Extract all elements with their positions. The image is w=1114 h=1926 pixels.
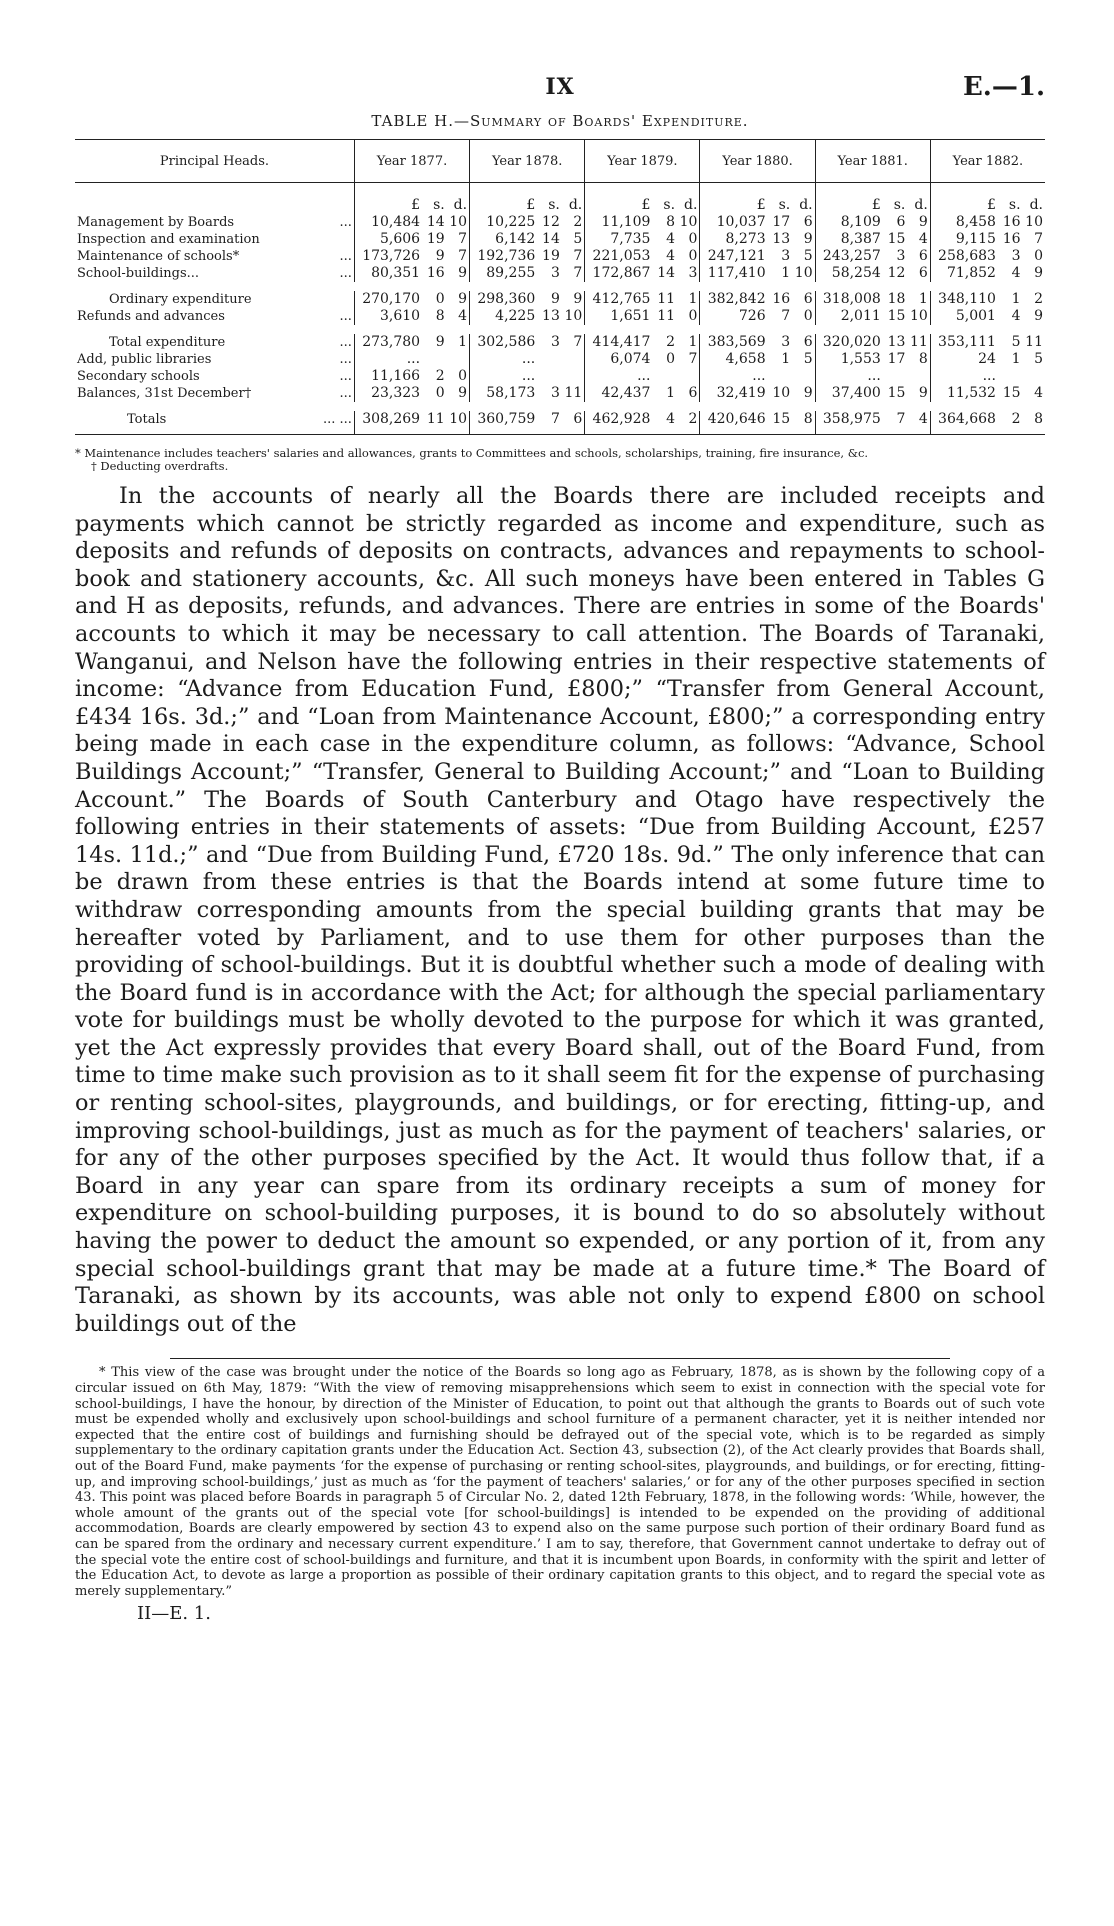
spacer-cell (75, 282, 1045, 291)
cell-pounds: 247,121 (700, 248, 768, 265)
cell-shillings: 2 (435, 368, 445, 384)
cell-pounds: 353,111 (930, 334, 998, 351)
spacer-cell (75, 402, 1045, 411)
cell-pence: 6 (803, 214, 813, 230)
row-label: Add, public libraries (77, 352, 212, 367)
cell-shillings: 15 (1002, 385, 1021, 401)
row-label-cell (75, 214, 354, 231)
table-header-row (75, 140, 1045, 183)
cell-pence: 7 (688, 351, 698, 367)
cell-pounds: 4,658 (700, 351, 768, 368)
cell-pounds: 243,257 (815, 248, 883, 265)
cell-pounds: ... (700, 368, 768, 385)
cell-shillings: 4 (666, 231, 676, 247)
cell-pence: 7 (573, 265, 583, 281)
cell-shillings: 3 (1011, 248, 1021, 264)
table-row (75, 248, 1045, 265)
cell-shillings: 6 (896, 214, 906, 230)
cell-pounds: 1,651 (585, 308, 653, 325)
cell-pence: 3 (688, 265, 698, 281)
cell-pence: 11 (909, 334, 928, 350)
header-year: Year 1881. (815, 140, 930, 183)
signature-mark: II—E. 1. (137, 1603, 211, 1625)
cell-pence: 1 (688, 334, 698, 350)
row-spacer (75, 402, 1045, 411)
cell-pence: 0 (803, 308, 813, 324)
cell-pence: 2 (677, 411, 700, 435)
cell-pence: 0 (688, 308, 698, 324)
cell-pence: 8 (792, 411, 815, 435)
cell-pounds: 24 (930, 351, 998, 368)
table-row (75, 231, 1045, 248)
cell-shillings: 16 (1002, 231, 1021, 247)
cell-shillings: 8 (435, 308, 445, 324)
expenditure-table (75, 139, 1045, 435)
cell-shillings: 7 (781, 308, 791, 324)
cell-pounds: 37,400 (815, 385, 883, 402)
row-leader: ... (339, 249, 352, 264)
cell-shillings: 4 (666, 248, 676, 264)
cell-pounds: 726 (700, 308, 768, 325)
cell-shillings: 11 (657, 291, 676, 307)
cell-pence: 2 (1034, 291, 1043, 307)
cell-shillings (537, 368, 562, 385)
cell-shillings: 19 (426, 231, 445, 247)
spacer-cell (75, 325, 1045, 334)
cell-pence: 6 (803, 291, 813, 307)
cell-pence (792, 368, 815, 385)
cell-pounds: 6,142 (470, 231, 538, 248)
table-row (75, 351, 1045, 368)
row-label: Balances, 31st December† (77, 386, 252, 401)
cell-pence: 0 (688, 248, 698, 264)
row-label: Ordinary expenditure (109, 292, 252, 307)
cell-pounds: 32,419 (700, 385, 768, 402)
cell-pence: 7 (573, 334, 583, 350)
cell-pence: 9 (918, 385, 928, 401)
cell-shillings: 9 (435, 248, 445, 264)
cell-shillings: 3 (550, 385, 560, 401)
cell-pence: 9 (458, 385, 468, 401)
row-leader: ... (339, 335, 352, 350)
table-row (75, 385, 1045, 402)
cell-pounds: 5,606 (354, 231, 422, 248)
cell-pence: 6 (918, 265, 928, 281)
cell-shillings: 16 (1002, 214, 1021, 230)
cell-pounds: 42,437 (585, 385, 653, 402)
cell-pence (1023, 368, 1045, 385)
cell-pence: 5 (803, 248, 813, 264)
cell-pence: 4 (918, 231, 928, 247)
cell-pence: 10 (564, 308, 583, 324)
cell-shillings: 2 (666, 334, 676, 350)
cell-pence: 8 (918, 351, 928, 367)
cell-pence: 6 (918, 248, 928, 264)
cell-pence: 9 (573, 291, 583, 307)
cell-pounds: 382,842 (700, 291, 768, 308)
cell-pounds: 8,273 (700, 231, 768, 248)
cell-pounds: 117,410 (700, 265, 768, 282)
cell-shillings: 15 (887, 385, 906, 401)
cell-pence: 10 (1025, 214, 1043, 230)
cell-pounds: ... (585, 368, 653, 385)
cell-pence (562, 368, 585, 385)
row-label-cell (75, 248, 354, 265)
cell-shillings: 12 (887, 265, 906, 281)
cell-pence: 9 (1034, 308, 1043, 324)
cell-pence: 0 (1034, 248, 1043, 264)
cell-shillings (768, 368, 793, 385)
cell-pence: 10 (794, 265, 813, 281)
cell-pounds: 58,254 (815, 265, 883, 282)
cell-pounds: 4,225 (470, 308, 538, 325)
cell-pence (677, 368, 700, 385)
table-row (75, 291, 1045, 308)
row-label-cell (75, 351, 354, 368)
row-label-cell (75, 334, 354, 351)
cell-pence: 9 (803, 385, 813, 401)
unit-label: £ (585, 183, 653, 215)
cell-pounds: 8,109 (815, 214, 883, 231)
header-principal-heads: Principal Heads. (75, 140, 354, 183)
table-note: * Maintenance includes teachers' salaries and allowances, grants to Committees and schools, scholarships, training, fire insurance, &c. (75, 446, 869, 460)
row-label: Totals (127, 412, 167, 427)
cell-shillings: 16 (426, 265, 445, 281)
row-label-cell (75, 411, 354, 435)
cell-pounds: 10,037 (700, 214, 768, 231)
row-label: Total expenditure (109, 335, 226, 350)
unit-label: s. (893, 197, 906, 213)
page (75, 0, 1045, 1624)
cell-pence: 9 (458, 291, 468, 307)
footnote-rule (170, 1358, 950, 1359)
row-label: Maintenance of schools* (77, 249, 240, 264)
cell-pounds: 273,780 (354, 334, 422, 351)
cell-shillings: 15 (887, 308, 906, 324)
units-row (75, 183, 1045, 215)
cell-shillings (537, 351, 562, 368)
table-row (75, 214, 1045, 231)
cell-shillings: 18 (887, 291, 906, 307)
cell-shillings: 3 (550, 334, 560, 350)
table-row (75, 265, 1045, 282)
cell-pounds: 172,867 (585, 265, 653, 282)
cell-pence: 9 (803, 231, 813, 247)
cell-shillings: 9 (435, 334, 445, 350)
row-spacer (75, 325, 1045, 334)
body-paragraph: In the accounts of nearly all the Boards there are included receipts and payments which cannot be strictly regarded as income and expenditure, such as deposits and refunds of deposits on contracts, advances and repayments to school-book and stationery accounts, &c. All such moneys have been entered in Tables G and H as deposits, refunds, and advances. There are entries in some of the Boards' accounts to which it may be necessary to call attention. The Boards of Taranaki, Wanganui, and Nelson have the following entries in their respective statements of income: “Advance from Education Fund, £800;” “Transfer from General Account, £434 16s. 3d.;” and “Loan from Maintenance Account, £800;” a corresponding entry being made in each case in the expenditure column, as follows: “Advance, School Buildings Account;” “Transfer, General to Building Account;” and “Loan to Building Account.” The Boards of South Canterbury and Otago have respectively the following entries in their statements of assets: “Due from Building Account, £257 14s. 11d.;” and “Due from Building Fund, £720 18s. 9d.” The only inference that can be drawn from these entries is that the Boards intend at some future time to withdraw corresponding amounts from the special building grants that may be hereafter voted by Parliament, and to use them for other purposes than the providing of school-buildings. But it is doubtful whether such a mode of dealing with the Board fund is in accordance with the Act; for although the special parliamentary vote for buildings must be wholly devoted to the purpose for which it was granted, yet the Act expressly provides that every Board shall, out of the Board Fund, from time to time make such provision as to it shall seem fit for the expense of purchasing or renting school-sites, playgrounds, and buildings, or for erecting, fitting-up, and improving school-buildings, just as much as for the payment of teachers' salaries, or for any of the other purposes specified by the Act. It would thus follow that, if a Board in any year can spare from its ordinary receipts a sum of money for expenditure on school-building purposes, it is bound to do so absolutely without having the power to deduct the amount so expended, or any portion of it, from any special school-buildings grant that may be made at a future time.* The Board of Taranaki, as shown by its accounts, was able not only to expend £800 on school buildings out of the (75, 483, 1045, 1337)
cell-shillings: 8 (666, 214, 676, 230)
unit-label: £ (700, 183, 768, 215)
row-label-cell (75, 231, 354, 248)
table-notes (75, 447, 1045, 473)
cell-pence: 10 (449, 214, 468, 230)
cell-pence: 11 (564, 385, 583, 401)
cell-shillings: 7 (883, 411, 908, 435)
cell-pence: 1 (458, 334, 468, 350)
row-leader: ... (339, 215, 352, 230)
cell-shillings: 17 (887, 351, 906, 367)
units-blank (75, 183, 354, 215)
cell-shillings: 3 (896, 248, 906, 264)
unit-label: £ (354, 183, 422, 215)
header-year: Year 1882. (930, 140, 1045, 183)
cell-pounds: 308,269 (354, 411, 422, 435)
row-label-cell (75, 265, 354, 282)
cell-pence: 10 (447, 411, 470, 435)
cell-shillings: 1 (1011, 291, 1021, 307)
cell-shillings: 17 (772, 214, 791, 230)
cell-pence: 0 (458, 368, 468, 384)
cell-shillings: 19 (542, 248, 560, 264)
cell-shillings: 1 (781, 351, 791, 367)
cell-pence: 4 (907, 411, 930, 435)
cell-shillings: 15 (768, 411, 793, 435)
footnote: * This view of the case was brought under the notice of the Boards so long ago as February, 1878, as is shown by the following copy of a circular issued on 6th May, 1879: “With the view of removing misapprehensions which seem to exist in connection with the special vote for school-buildings, I have the honour, by direction of the Minister of Education, to point out that although the grants to Boards out of such vote must be expended wholly and exclusively upon school-buildings and school furniture of a permanent character, yet it is neither intended nor expected that the entire cost of buildings and furnishing should be defrayed out of the special vote, which is to be regarded as simply supplementary to the ordinary capitation grants under the Education Act. Section 43, subsection (2), of the Act clearly provides that Boards shall, out of the Board Fund, make payments ‘for the expense of purchasing or renting school-sites, playgrounds, and buildings, or for erecting, fitting-up, and improving school-buildings,’ just as much as ‘for the payment of teachers' salaries,’ or for any of the other purposes specified in section 43. This point was placed before Boards in paragraph 5 of Circular No. 2, dated 12th February, 1878, in the following words: ‘While, however, the whole amount of the grants out of the special vote [for school-buildings] is intended to be expended on the providing of additional accommodation, Boards are clearly empowered by section 43 to expend also on the same purpose such portion of their ordinary Board fund as can be spared from the ordinary and necessary current expenditure.’ I am to say, therefore, that Government cannot undertake to defray out of the special vote the entire cost of school-buildings and furniture, and that it is incumbent upon Boards, in conformity with the spirit and letter of the Education Act, to devote as large a proportion as possible of their ordinary capitation grants to this object, and to regard the special vote as merely supplementary.” (75, 1365, 1045, 1599)
cell-pounds: 173,726 (354, 248, 422, 265)
cell-pounds: 89,255 (470, 265, 538, 282)
cell-shillings: 14 (426, 214, 445, 230)
cell-pounds: ... (815, 368, 883, 385)
unit-label: s. (663, 197, 676, 213)
cell-pence: 7 (458, 231, 468, 247)
cell-shillings: 4 (652, 411, 677, 435)
row-label-cell (75, 368, 354, 385)
cell-pounds: 192,736 (470, 248, 538, 265)
unit-label: d. (453, 197, 468, 213)
row-label: Inspection and examination (77, 232, 260, 247)
cell-pence: 9 (918, 214, 928, 230)
cell-shillings: 14 (657, 265, 676, 281)
cell-pence: 4 (458, 308, 468, 324)
unit-label: d. (799, 197, 813, 213)
cell-pence: 8 (1023, 411, 1045, 435)
cell-pounds: 11,109 (585, 214, 653, 231)
cell-shillings: 16 (772, 291, 791, 307)
cell-pounds: 414,417 (585, 334, 653, 351)
table-row (75, 308, 1045, 325)
cell-shillings: 2 (998, 411, 1023, 435)
row-leader: ... (339, 266, 352, 281)
unit-label: £ (815, 183, 883, 215)
cell-shillings: 0 (666, 351, 676, 367)
cell-pounds: 298,360 (470, 291, 538, 308)
cell-pounds: 10,225 (470, 214, 538, 231)
cell-shillings: 3 (781, 248, 791, 264)
cell-pounds: 11,532 (930, 385, 998, 402)
cell-pounds: 23,323 (354, 385, 422, 402)
cell-shillings (998, 368, 1023, 385)
table-caption-prefix: TABLE H.— (371, 112, 470, 130)
cell-shillings: 0 (435, 385, 445, 401)
cell-pounds: 71,852 (930, 265, 998, 282)
cell-pounds: 320,020 (815, 334, 883, 351)
cell-pence: 0 (688, 231, 698, 247)
cell-pounds: 258,683 (930, 248, 998, 265)
cell-shillings: 4 (1011, 308, 1021, 324)
cell-pounds: 348,110 (930, 291, 998, 308)
table-row (75, 334, 1045, 351)
header-year: Year 1877. (354, 140, 469, 183)
cell-shillings: 0 (435, 291, 445, 307)
cell-pounds: 2,011 (815, 308, 883, 325)
cell-pounds: ... (470, 368, 538, 385)
cell-shillings: 1 (781, 265, 791, 281)
cell-shillings: 15 (887, 231, 906, 247)
cell-pence: 9 (458, 265, 468, 281)
unit-label: £ (930, 183, 998, 215)
row-label-cell (75, 308, 354, 325)
header-year: Year 1879. (585, 140, 700, 183)
cell-pounds: ... (930, 368, 998, 385)
cell-pounds: 9,115 (930, 231, 998, 248)
cell-pence: 1 (918, 291, 928, 307)
unit-label: d. (684, 197, 698, 213)
cell-pounds: 412,765 (585, 291, 653, 308)
unit-label: s. (548, 197, 560, 213)
cell-pence: 7 (573, 248, 583, 264)
cell-pounds: 8,387 (815, 231, 883, 248)
header-year: Year 1878. (470, 140, 585, 183)
row-label: Refunds and advances (77, 309, 225, 324)
cell-pounds: 318,008 (815, 291, 883, 308)
cell-pounds: 58,173 (470, 385, 538, 402)
cell-shillings: 3 (550, 265, 560, 281)
unit-label: s. (433, 197, 445, 213)
cell-pence (907, 368, 930, 385)
cell-pence: 10 (679, 214, 698, 230)
cell-shillings: 7 (537, 411, 562, 435)
cell-pounds: 1,553 (815, 351, 883, 368)
table-note: † Deducting overdrafts. (91, 459, 229, 473)
cell-shillings: 13 (772, 231, 791, 247)
row-label: Management by Boards (77, 215, 235, 230)
cell-pence: 5 (573, 231, 583, 247)
cell-pence (447, 351, 470, 368)
cell-pence: 5 (803, 351, 813, 367)
row-spacer (75, 282, 1045, 291)
table-caption (75, 112, 1045, 130)
cell-pence: 2 (573, 214, 583, 230)
document-code: E.—1. (962, 72, 1045, 102)
cell-pounds: 383,569 (700, 334, 768, 351)
row-leader: ... (339, 309, 352, 324)
cell-shillings: 10 (772, 385, 791, 401)
cell-pence: 7 (1034, 231, 1043, 247)
cell-shillings: 3 (781, 334, 791, 350)
cell-pounds: 364,668 (930, 411, 998, 435)
cell-shillings: 13 (887, 334, 906, 350)
cell-shillings: 9 (550, 291, 560, 307)
cell-shillings: 13 (542, 308, 560, 324)
unit-label: s. (778, 197, 791, 213)
cell-pounds: 5,001 (930, 308, 998, 325)
cell-pounds: 7,735 (585, 231, 653, 248)
row-leader: ... (339, 352, 352, 367)
cell-pounds: 6,074 (585, 351, 653, 368)
cell-pence: 1 (688, 291, 698, 307)
page-header (75, 0, 1045, 110)
cell-pence: 4 (1034, 385, 1043, 401)
table-row (75, 368, 1045, 385)
cell-pounds: 358,975 (815, 411, 883, 435)
cell-pence: 9 (1034, 265, 1043, 281)
cell-pounds: 8,458 (930, 214, 998, 231)
row-leader: ... (339, 369, 352, 384)
cell-shillings (652, 368, 677, 385)
row-leader: ... (339, 386, 352, 401)
cell-pence: 6 (803, 334, 813, 350)
table-caption-title: Summary of Boards' Expenditure. (469, 112, 749, 130)
unit-label: £ (470, 183, 538, 215)
header-year: Year 1880. (700, 140, 815, 183)
cell-shillings: 14 (542, 231, 560, 247)
cell-pounds: 420,646 (700, 411, 768, 435)
cell-pence (562, 351, 585, 368)
page-number: IX (545, 74, 575, 100)
row-label-cell (75, 291, 354, 308)
row-label-cell (75, 385, 354, 402)
unit-label: d. (1029, 197, 1043, 213)
cell-pounds: 11,166 (354, 368, 422, 385)
cell-shillings: 4 (1011, 265, 1021, 281)
cell-shillings: 5 (1011, 334, 1021, 350)
cell-pounds: 10,484 (354, 214, 422, 231)
cell-shillings: 1 (1011, 351, 1021, 367)
row-label: Secondary schools (77, 369, 200, 384)
cell-shillings: 11 (657, 308, 676, 324)
unit-label: d. (568, 197, 583, 213)
cell-pence: 6 (688, 385, 698, 401)
cell-pounds: 80,351 (354, 265, 422, 282)
unit-label: d. (914, 197, 928, 213)
cell-shillings: 1 (666, 385, 676, 401)
cell-pounds: 270,170 (354, 291, 422, 308)
cell-pounds: 221,053 (585, 248, 653, 265)
cell-pence: 11 (1025, 334, 1043, 350)
cell-pounds: 360,759 (470, 411, 538, 435)
cell-pence: 5 (1034, 351, 1043, 367)
cell-pounds: ... (354, 351, 422, 368)
table-row (75, 411, 1045, 435)
cell-pence: 7 (458, 248, 468, 264)
cell-shillings: 11 (422, 411, 447, 435)
cell-pounds: 3,610 (354, 308, 422, 325)
cell-pence: 6 (562, 411, 585, 435)
cell-pounds: ... (470, 351, 538, 368)
row-label: School-buildings... (77, 266, 200, 281)
cell-shillings (422, 351, 447, 368)
cell-shillings: 12 (542, 214, 560, 230)
cell-pounds: 462,928 (585, 411, 653, 435)
cell-pence: 10 (909, 308, 928, 324)
row-leader: ... ... (322, 412, 352, 427)
cell-pounds: 302,586 (470, 334, 538, 351)
cell-shillings (883, 368, 908, 385)
unit-label: s. (1008, 197, 1021, 213)
